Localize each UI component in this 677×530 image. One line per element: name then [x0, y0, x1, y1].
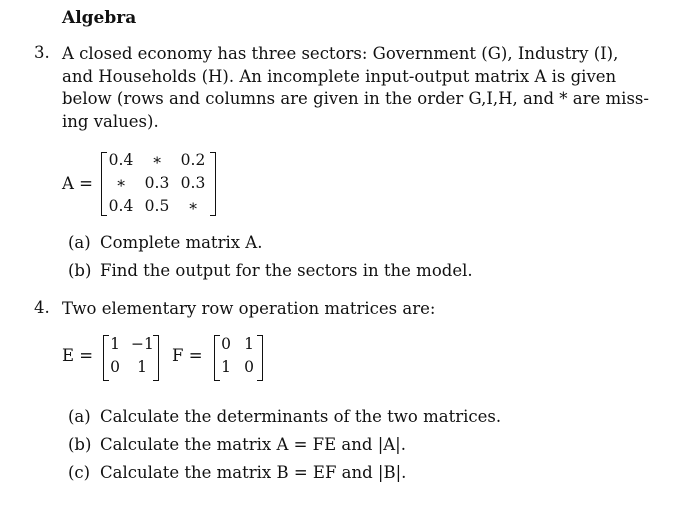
question-4-part-c [68, 463, 406, 482]
matrix-a-cell: 0.5 [144, 197, 170, 215]
matrix-a-cell: 0.4 [108, 197, 134, 215]
matrix-a-right-bracket [210, 152, 216, 216]
matrix-f-cell: 0 [221, 335, 231, 353]
question-3-line: and Households (H). An incomplete input-output matrix A is given [62, 66, 617, 86]
matrix-a-cell: 0.2 [180, 151, 206, 169]
question-3-part-b [68, 261, 473, 280]
matrix-e-right-bracket [153, 335, 159, 381]
matrix-a-cell: ∗ [115, 174, 127, 192]
matrix-a-label: A = [62, 174, 93, 193]
matrix-e-cell: 1 [110, 335, 120, 353]
part-text: Calculate the matrix A = FE and |A|. [100, 435, 406, 454]
part-label: (a) [68, 407, 91, 426]
part-text: Calculate the matrix B = EF and |B|. [100, 463, 407, 482]
matrix-e-cell: 0 [110, 358, 120, 376]
question-4-part-b [68, 435, 406, 454]
part-text: Calculate the determinants of the two matrices. [100, 407, 502, 426]
matrix-a-cell: ∗ [151, 151, 163, 169]
question-4-number: 4. [34, 298, 50, 317]
matrix-f-cell: 0 [244, 358, 254, 376]
matrix-a-cell: 0.3 [144, 174, 170, 192]
question-3-text [62, 43, 649, 133]
matrix-a-cell: 0.3 [180, 174, 206, 192]
matrix-e-cell: 1 [137, 358, 147, 376]
question-3-number: 3. [34, 43, 50, 62]
part-text: Find the output for the sectors in the model. [100, 261, 473, 280]
matrix-f-cell: 1 [221, 358, 231, 376]
question-3-part-a [68, 233, 262, 252]
matrix-e-cell: −1 [131, 335, 154, 353]
part-label: (c) [68, 463, 91, 482]
part-label: (a) [68, 233, 91, 252]
part-label: (b) [68, 435, 92, 454]
matrix-f-label: F = [172, 346, 203, 365]
part-text: Complete matrix A. [100, 233, 263, 252]
question-4-part-a [68, 407, 501, 426]
matrix-f-cell: 1 [244, 335, 254, 353]
matrix-a-cell: ∗ [187, 197, 199, 215]
question-3-line: ing values). [62, 111, 159, 131]
section-title: Algebra [62, 8, 137, 28]
matrix-e-label: E = [62, 346, 94, 365]
question-3-line: below (rows and columns are given in the order G,I,H, and * are miss- [62, 89, 649, 108]
question-4-text: Two elementary row operation matrices are: [62, 299, 436, 318]
question-3-line: A closed economy has three sectors: Government (G), Industry (I), [62, 44, 619, 63]
matrix-a-cell: 0.4 [108, 151, 134, 169]
part-label: (b) [68, 261, 92, 280]
